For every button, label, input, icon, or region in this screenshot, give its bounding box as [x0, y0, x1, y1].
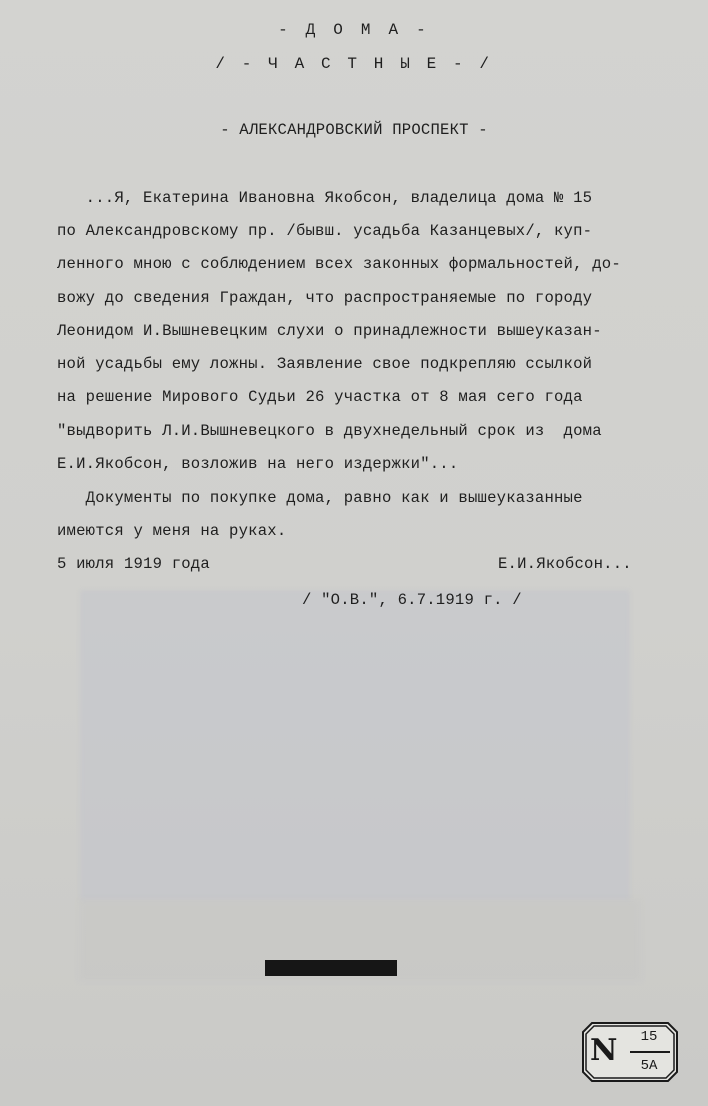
body-line-3: ленного мною с соблюдением всех законных формальностей, до- [57, 255, 621, 273]
stamp-number-bottom: 5А [640, 1058, 658, 1074]
letter-date: 5 июля 1919 года [57, 555, 210, 573]
stamp-divider [630, 1051, 670, 1053]
body-line-2: по Александровскому пр. /бывш. усадьба Казанцевых/, куп- [57, 222, 593, 240]
body-line-4: вожу до сведения Граждан, что распространяемые по городу [57, 289, 593, 307]
section-heading: - АЛЕКСАНДРОВСКИЙ ПРОСПЕКТ - [220, 121, 488, 139]
body-line-10: Документы по покупке дома, равно как и вышеуказанные [57, 489, 583, 507]
body-line-5: Леонидом И.Вышневецким слухи о принадлежности вышеуказан- [57, 322, 602, 340]
body-line-9: Е.И.Якобсон, возложив на него издержки"... [57, 455, 459, 473]
body-line-11: имеются у меня на руках. [57, 522, 287, 540]
stamp-letter: N [590, 1033, 618, 1068]
source-citation: / "О.В.", 6.7.1919 г. / [302, 591, 522, 609]
body-line-7: на решение Мирового Судьи 26 участка от 8 мая сего года [57, 388, 583, 406]
stamp-number-top: 15 [640, 1029, 658, 1045]
signature: Е.И.Якобсон... [498, 555, 632, 573]
archive-stamp [582, 1022, 678, 1082]
document-title: - Д О М А - [278, 21, 430, 39]
body-line-8: "выдворить Л.И.Вышневецкого в двухнедельный срок из дома [57, 422, 602, 440]
document-subtitle: / - Ч А С Т Н Ы Е - / [215, 55, 493, 73]
redaction-bar [265, 960, 397, 976]
bleed-through-shadow [80, 590, 630, 900]
body-line-6: ной усадьбы ему ложны. Заявление свое подкрепляю ссылкой [57, 355, 593, 373]
body-line-1: ...Я, Екатерина Ивановна Якобсон, владелица дома № 15 [57, 189, 593, 207]
